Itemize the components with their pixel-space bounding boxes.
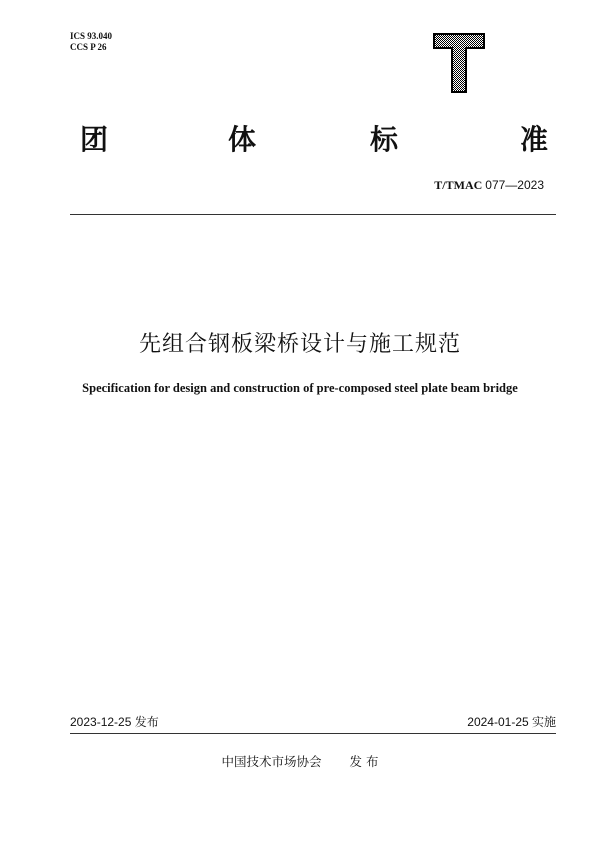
issuer-organization: 中国技术市场协会 bbox=[221, 754, 322, 769]
issuer bbox=[0, 752, 600, 770]
heading-char-1: 团 bbox=[80, 123, 109, 156]
issuer-action: 发 布 bbox=[349, 754, 379, 769]
standard-number-value: 077—2023 bbox=[485, 178, 544, 192]
title-english: Specification for design and construction of pre-composed steel plate beam bridge bbox=[82, 381, 518, 395]
standard-type-heading bbox=[80, 118, 550, 158]
heading-char-2: 体 bbox=[228, 123, 257, 156]
top-divider bbox=[70, 214, 556, 215]
ccs-code: CCS P 26 bbox=[70, 42, 107, 52]
classification-codes bbox=[70, 31, 112, 53]
heading-char-4: 准 bbox=[520, 123, 549, 156]
standard-number-prefix: T/TMAC bbox=[434, 178, 483, 192]
standard-number bbox=[434, 178, 544, 193]
publish-date: 2023-12-25 发布 bbox=[70, 715, 159, 729]
standard-logo bbox=[432, 32, 486, 94]
ics-code: ICS 93.040 bbox=[70, 31, 113, 41]
bottom-divider bbox=[70, 733, 556, 734]
implement-date: 2024-01-25 实施 bbox=[467, 715, 556, 729]
heading-char-3: 标 bbox=[370, 123, 399, 156]
title-chinese: 先组合钢板梁桥设计与施工规范 bbox=[138, 332, 461, 357]
